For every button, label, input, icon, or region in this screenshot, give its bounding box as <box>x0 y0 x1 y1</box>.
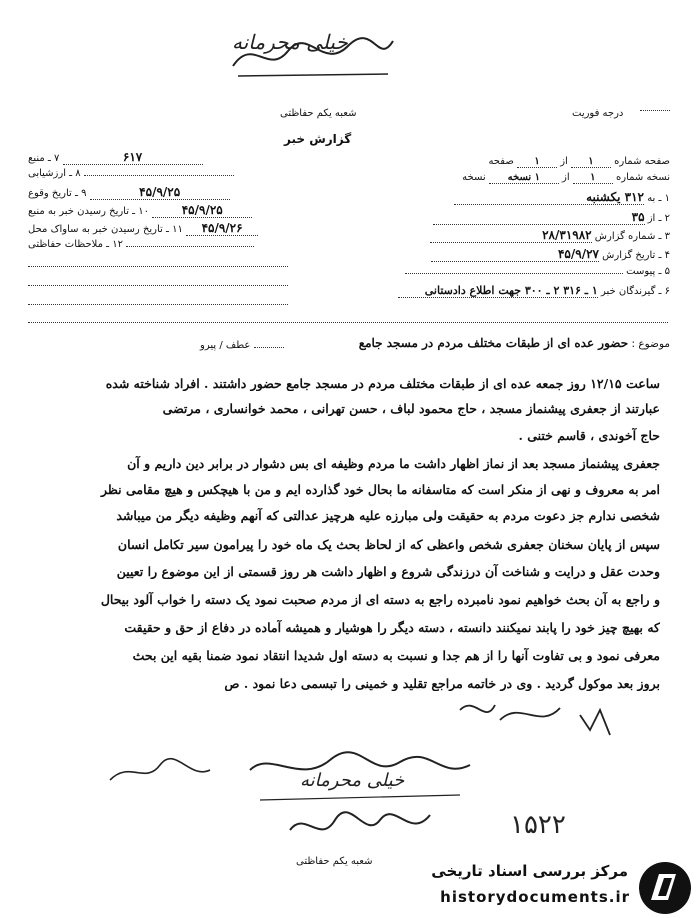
field-source: ۶۱۷ ۷ ـ منبع <box>28 150 203 165</box>
body-line: بروز بعد موکول گردید . وی در خاتمه مراجع تقلید و خمینی را تبسمی دعا نمود . ص <box>224 676 660 691</box>
body-line: ساعت ۱۲/۱۵ روز جمعه عده ای از طبقات مختلف مردم در مسجد جامع حضور داشتند . افراد شناخته شده <box>105 376 660 391</box>
field-label: نسخه شماره <box>616 172 670 183</box>
field-value: ۳۵ <box>433 210 645 225</box>
field-to: ۱ ـ به ۳۱۲ یکشنبه <box>454 190 670 205</box>
body-line: جعفری پیشنماز مسجد بعد از نماز اظهار داشت ما مردم وظیفه ای بس دشوار در برابر دین داریم و آن <box>127 456 660 471</box>
body-line: حاج آخوندی ، قاسم ختنی . <box>518 428 660 443</box>
field-value: ۳۱۲ یکشنبه <box>454 190 644 205</box>
stamp-scribble <box>228 26 398 86</box>
lower-signature <box>280 800 440 860</box>
field-evaluation: ۸ ـ ارزشیابی <box>28 168 234 179</box>
field-page-number <box>488 156 670 168</box>
field-label: صفحه شماره <box>614 156 670 167</box>
reference-line <box>200 340 284 351</box>
field-copy-number <box>462 172 670 184</box>
field-value: ۱ <box>571 156 611 168</box>
subject-text: حضور عده ای از طبقات مختلف مردم در مسجد جامع <box>358 336 629 350</box>
body-line: وحدت عقل و درایت و شناخت آن درزندگی شروع و اظهار داشت هر روز قسمتی از این موضوع را تعیین <box>116 564 660 579</box>
archive-logo-icon <box>636 860 694 916</box>
handwritten-mark: خیلی محرمانه <box>300 770 405 791</box>
field-tail: صفحه <box>488 156 514 167</box>
field-value <box>84 175 234 176</box>
field-security-notes: ۱۲ ـ ملاحظات حفاظتی <box>28 239 254 250</box>
reference-label: عطف / پیرو <box>200 340 251 351</box>
handwritten-number: ۱۵۲۲ <box>510 810 566 840</box>
handwritten-header-stamp: خیلی محرمانه <box>232 30 348 54</box>
field-from: ۲ ـ از ۳۵ <box>433 210 670 225</box>
field-received-by-source: ۴۵/۹/۲۵ ۱۰ ـ تاریخ رسیدن خبر به منبع <box>28 203 252 218</box>
field-value: ۶۱۷ <box>63 150 203 165</box>
field-value: ۱ ـ ۳۱۶ ۲ ـ ۳۰۰ جهت اطلاع دادستانی <box>398 284 598 298</box>
subject-line: موضوع : حضور عده ای از طبقات مختلف مردم در مسجد جامع <box>358 336 670 350</box>
field-recipients: ۶ ـ گیرندگان خبر ۱ ـ ۳۱۶ ۲ ـ ۳۰۰ جهت اطلاع دادستانی <box>398 284 670 298</box>
field-value <box>126 246 254 247</box>
field-received-by-savak: ۴۵/۹/۲۶ ۱۱ ـ تاریخ رسیدن خبر به ساواک محل <box>28 221 258 236</box>
field-value2: ۱ <box>517 156 557 168</box>
field-value: ۱ <box>573 172 613 184</box>
field-value: ۴۵/۹/۲۵ <box>90 185 230 200</box>
field-value: ۴۵/۹/۲۷ <box>431 247 599 262</box>
field-value: ۴۵/۹/۲۵ <box>152 203 252 218</box>
blank-line <box>28 285 288 286</box>
field-value2: ۱ نسخه <box>489 172 559 184</box>
field-report-number: ۳ ـ شماره گزارش ۲۸/۳۱۹۸۲ <box>430 228 670 243</box>
body-line: سپس از پایان سخنان جعفری شخص واعظی که از لحاظ بحث یک ماه خود را پیرامون سیر تکامل انسان <box>117 537 660 552</box>
field-suffix: از <box>562 172 570 183</box>
branch-label: شعبه یکم حفاظتی <box>280 108 357 119</box>
body-line: معرفی نمود و بی تفاوت آنها را از هم جدا و نسبت به دسته اول شدیدا انتقاد نمود ضمنا بقیه این بحث <box>132 648 660 663</box>
watermark-url: historydocuments.ir <box>440 888 630 906</box>
classification-line <box>640 110 670 111</box>
field-value: ۲۸/۳۱۹۸۲ <box>430 228 592 243</box>
field-report-date: ۴ ـ تاریخ گزارش ۴۵/۹/۲۷ <box>431 247 670 262</box>
classification-label: درجه فوریت <box>572 108 624 119</box>
header-divider <box>28 322 668 323</box>
field-value <box>405 273 623 274</box>
subject-label: موضوع <box>638 338 670 350</box>
body-line: که بهیچ چیز خود را پابند نمیکنند دانسته ، دسته دیگر را هوشیار و همیشه آماده در دفاع از حق و حقیقت <box>124 620 660 635</box>
field-value: ۴۵/۹/۲۶ <box>186 221 258 236</box>
field-tail: نسخه <box>462 172 486 183</box>
field-suffix: از <box>560 156 568 167</box>
field-occurrence-date: ۴۵/۹/۲۵ ۹ ـ تاریخ وقوع <box>28 185 230 200</box>
report-title: گزارش خبر <box>284 132 352 146</box>
field-attachment: ۵ ـ پیوست <box>405 266 670 277</box>
body-line: عبارتند از جعفری پیشنماز مسجد ، حاج محمود لباف ، حسن تهرانی ، محمد خوانساری ، مرتضی <box>162 401 660 416</box>
blank-line <box>28 304 288 305</box>
blank-line <box>28 266 288 267</box>
body-line: امر به معروف و نهی از منکر است که متاسفانه ما بحال خود گذارده ایم و من با هیچکس و هیچ مقامی نظر <box>101 482 660 497</box>
watermark <box>418 858 700 918</box>
body-line: شخصی ندارم جز دعوت مردم به حقیقت ولی مبارزه علیه هرچیز عدالتی که آنهم وظیفه دیگر من میباشد <box>116 508 660 523</box>
watermark-title: مرکز بررسی اسناد تاریخی <box>431 862 628 880</box>
signer-block: شعبه یکم حفاظتی <box>296 856 373 867</box>
body-line: و راجع به آن بحث خواهیم نمود نامبرده راجع به دسته ای از مردم صحبت نمود یک دسته را خواب آلود بیحال <box>100 592 660 607</box>
